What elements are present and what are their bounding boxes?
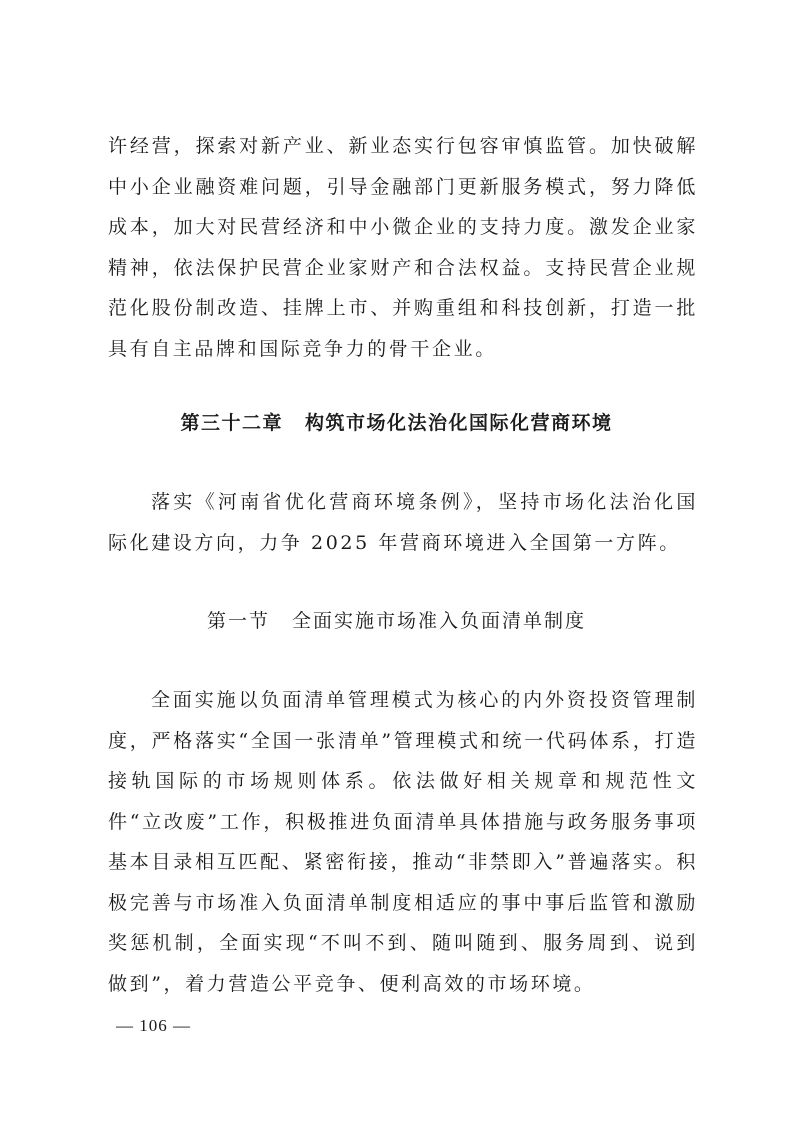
body-paragraph: 全面实施以负面清单管理模式为核心的内外资投资管理制度，严格落实“全国一张清单”管理模式和统一代码体系，打造接轨国际的市场规则体系。依法做好相关规章和规范性文件“立改废”工作，积极推进负面清单具体措施与政务服务事项基本目录相互匹配、紧密衔接，推动“非禁即入”普遍落实。积极完善与市场准入负面清单制度相适应的事中事后监管和激励奖惩机制，全面实现“不叫不到、随叫随到、服务周到、说到做到”，着力营造公平竞争、便利高效的市场环境。 <box>108 689 698 995</box>
page-number: — 106 — <box>116 1016 191 1035</box>
section-heading <box>0 606 793 633</box>
chapter-heading <box>0 408 793 435</box>
chapter-number: 第三十二章 <box>180 412 283 434</box>
section-title: 全面实施市场准入负面清单制度 <box>292 610 587 632</box>
chapter-title: 构筑市场化法治化国际化营商环境 <box>305 412 613 434</box>
body-paragraph: 许经营，探索对新产业、新业态实行包容审慎监管。加快破解中小企业融资难问题，引导金融部门更新服务模式，努力降低成本，加大对民营经济和中小微企业的支持力度。激发企业家精神，依法保护民营企业家财产和合法权益。支持民营企业规范化股份制改造、挂牌上市、并购重组和科技创新，打造一批具有自主品牌和国际竞争力的骨干企业。 <box>108 135 698 360</box>
section-number: 第一节 <box>206 610 270 632</box>
body-paragraph: 落实《河南省优化营商环境条例》，坚持市场化法治化国际化建设方向，力争 2025 年营商环境进入全国第一方阵。 <box>108 491 698 554</box>
